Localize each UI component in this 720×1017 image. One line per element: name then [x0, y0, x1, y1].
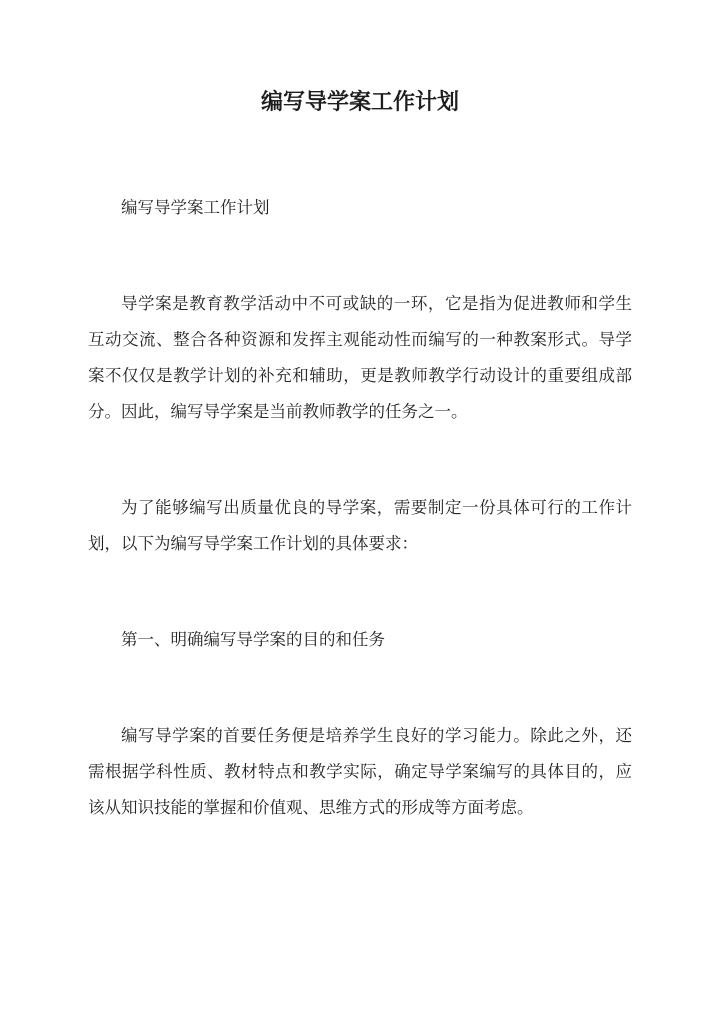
- document-title: 编写导学案工作计划: [260, 89, 459, 115]
- document-body: [88, 190, 632, 826]
- section-first-paragraph: 编写导学案的首要任务便是培养学生良好的学习能力。除此之外，还需根据学科性质、教材特点和教学实际，确定导学案编写的具体目的，应该从知识技能的掌握和价值观、思维方式的形成等方面考虑。: [88, 726, 632, 817]
- intro-paragraph: 导学案是教育教学活动中不可或缺的一环，它是指为促进教师和学生互动交流、整合各种资源和发挥主观能动性而编写的一种教案形式。导学案不仅仅是教学计划的补充和辅助，更是教师教学行动设计的重要组成部分。因此，编写导学案是当前教师教学的任务之一。: [88, 294, 632, 421]
- requirements-paragraph: 为了能够编写出质量优良的导学案，需要制定一份具体可行的工作计划，以下为编写导学案工作计划的具体要求：: [88, 498, 632, 553]
- paragraph-spacer: [88, 430, 632, 490]
- paragraph-spacer: [88, 226, 632, 286]
- subtitle-paragraph: 编写导学案工作计划: [121, 198, 270, 217]
- paragraph-spacer: [88, 658, 632, 718]
- paragraph-spacer: [88, 562, 632, 622]
- section-heading-first: 第一、明确编写导学案的目的和任务: [121, 630, 385, 649]
